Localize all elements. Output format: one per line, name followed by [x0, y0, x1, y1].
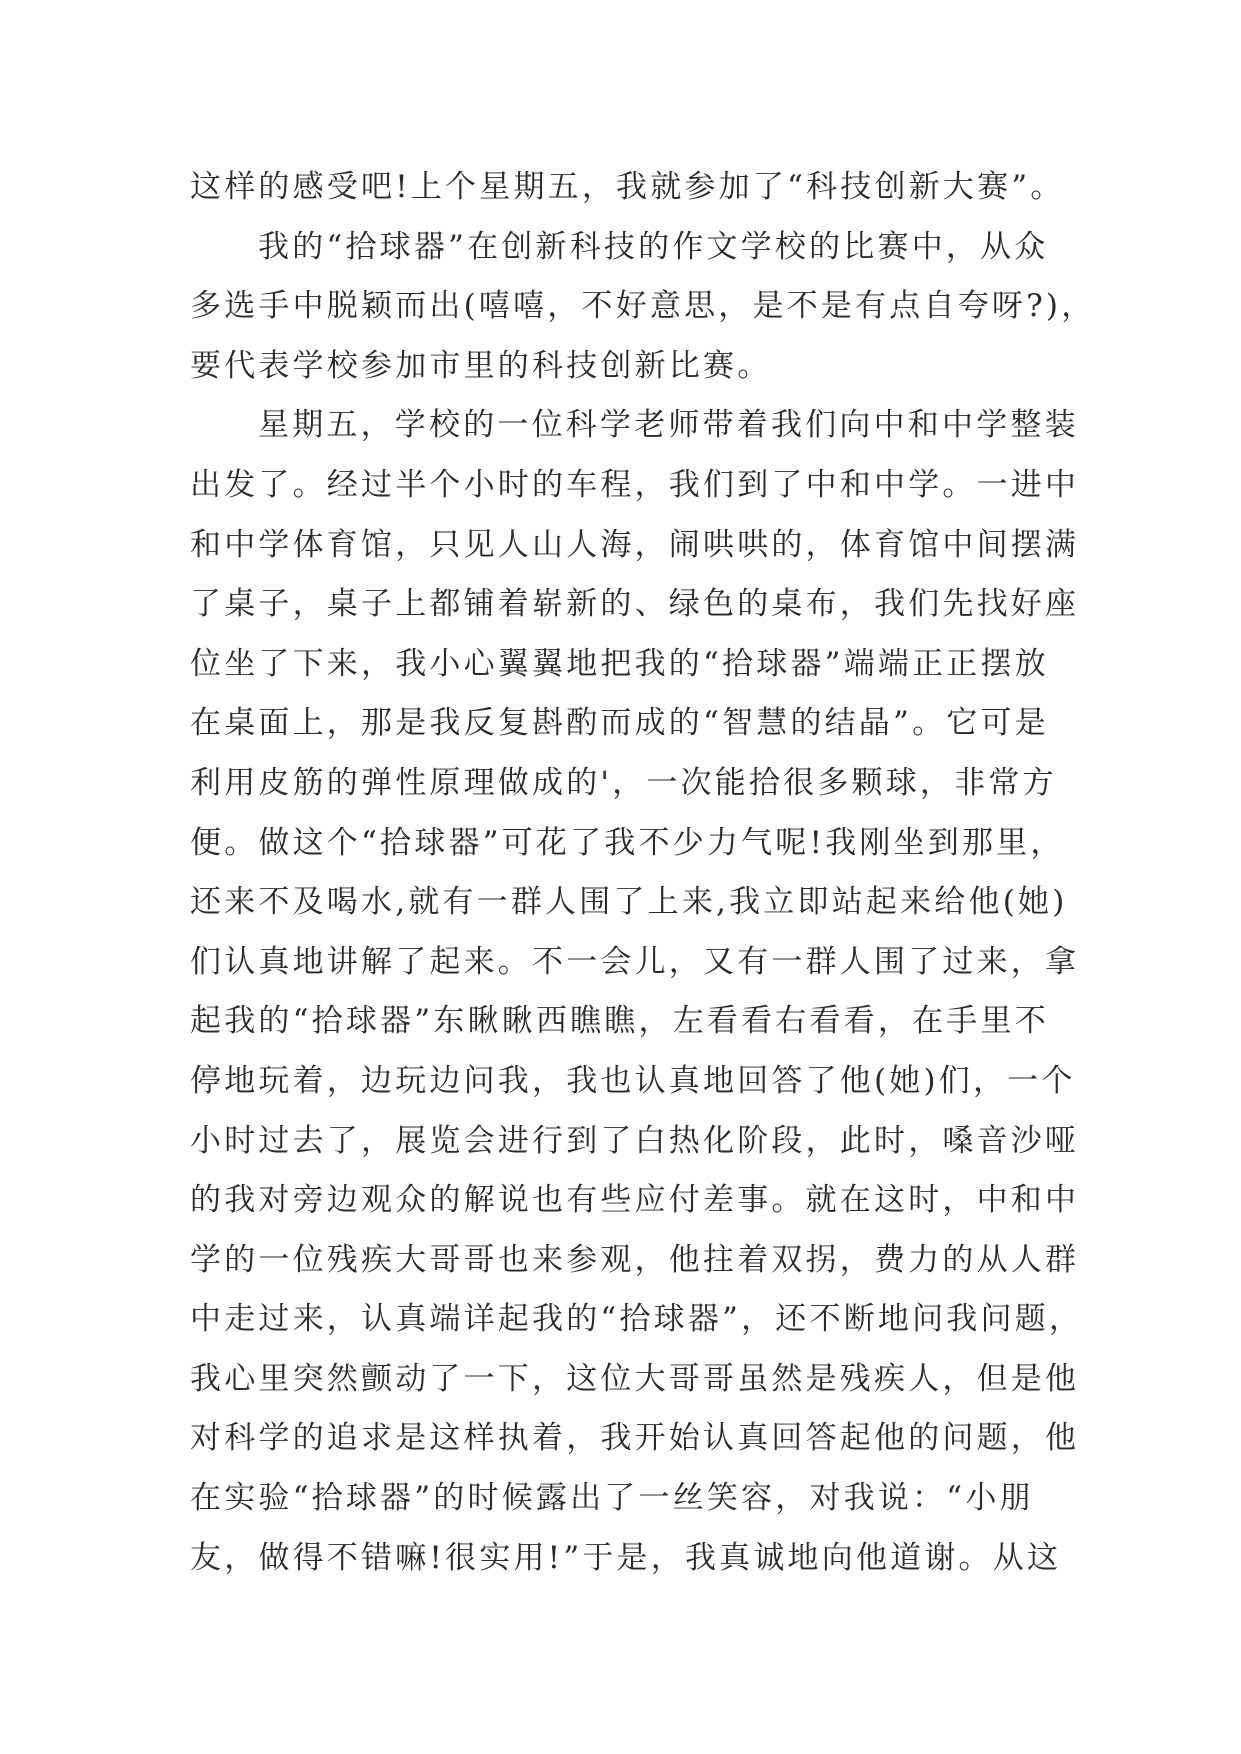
text-line: 利用皮筋的弹性原理做成的'，一次能拾很多颗球，非常方: [190, 764, 1057, 801]
text-line: 星期五，学校的一位科学老师带着我们向中和中学整装: [258, 407, 1079, 444]
text-line: 对科学的追求是这样执着，我开始认真回答起他的问题，他: [190, 1420, 1080, 1457]
text-line: 在实验“拾球器”的时候露出了一丝笑容，对我说：“小朋: [190, 1480, 1034, 1517]
text-line: 小时过去了，展览会进行到了白热化阶段，此时，嗓音沙哑: [190, 1122, 1080, 1159]
text-line: 和中学体育馆，只见人山人海，闹哄哄的，体育馆中间摆满: [190, 526, 1080, 563]
text-line: 出发了。经过半个小时的车程，我们到了中和中学。一进中: [190, 466, 1080, 503]
text-line: 学的一位残疾大哥哥也来参观，他拄着双拐，费力的从人群: [190, 1241, 1080, 1278]
text-line: 中走过来，认真端详起我的“拾球器”，还不断地问我问题，: [190, 1301, 1084, 1338]
text-line: 便。做这个“拾球器”可花了我不少力气呢!我刚坐到那里，: [190, 824, 1065, 861]
text-line: 还来不及喝水,就有一群人围了上来,我立即站起来给他(她): [190, 884, 1068, 921]
text-line: 起我的“拾球器”东瞅瞅西瞧瞧，左看看右看看，在手里不: [190, 1003, 1049, 1040]
text-line: 的我对旁边观众的解说也有些应付差事。就在这时，中和中: [190, 1182, 1080, 1219]
text-line: 多选手中脱颖而出(嘻嘻，不好意思，是不是有点自夸呀?)，: [190, 288, 1096, 325]
text-line: 在桌面上，那是我反复斟酌而成的“智慧的结晶”。它可是: [190, 705, 1049, 742]
text-line: 停地玩着，边玩边问我，我也认真地回答了他(她)们，一个: [190, 1062, 1076, 1099]
essay-body: [190, 158, 1096, 1588]
text-line: 友，做得不错嘛!很实用!”于是，我真诚地向他道谢。从这: [190, 1539, 1062, 1576]
text-line: 我的“拾球器”在创新科技的作文学校的比赛中，从众: [258, 228, 1049, 265]
text-line: 我心里突然颤动了一下，这位大哥哥虽然是残疾人，但是他: [190, 1360, 1080, 1397]
text-line: 们认真地讲解了起来。不一会儿，又有一群人围了过来，拿: [190, 943, 1080, 980]
text-line: 了桌子，桌子上都铺着崭新的、绿色的桌布，我们先找好座: [190, 586, 1080, 623]
text-line: 这样的感受吧!上个星期五，我就参加了“科技创新大赛”。: [190, 169, 1065, 205]
text-line: 位坐了下来，我小心翼翼地把我的“拾球器”端端正正摆放: [190, 645, 1049, 682]
text-line: 要代表学校参加市里的科技创新比赛。: [190, 347, 772, 384]
